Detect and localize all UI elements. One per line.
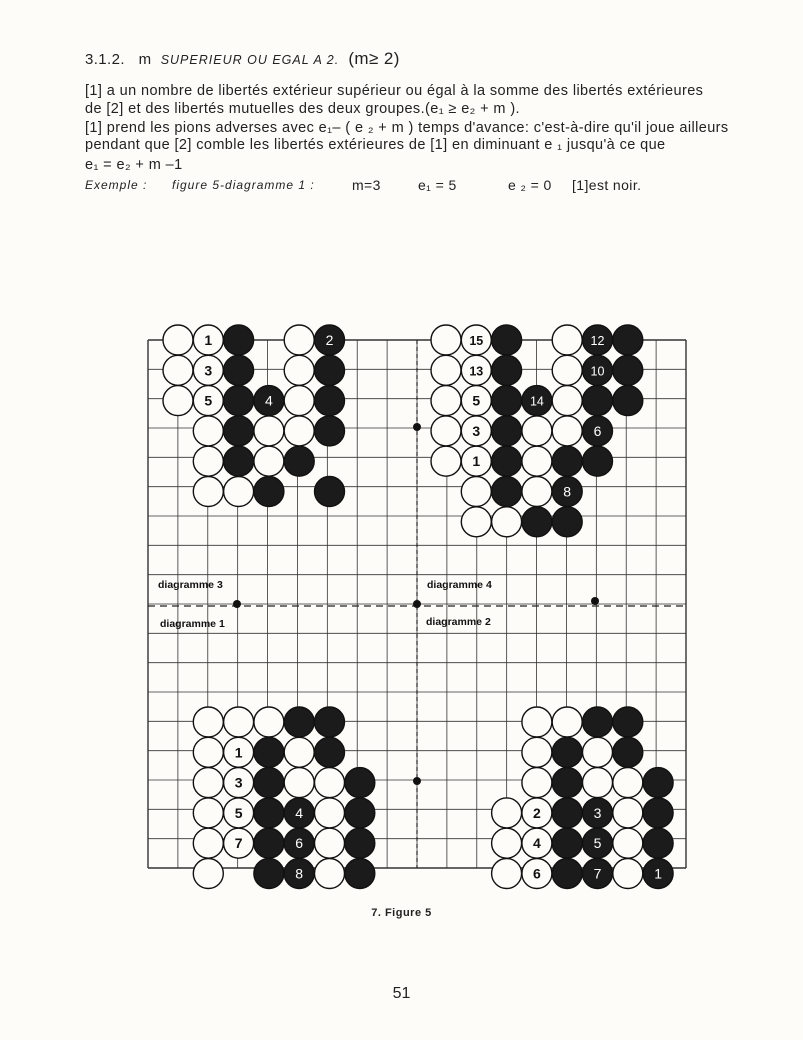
page-number: 51 xyxy=(392,985,411,1002)
black-stone xyxy=(224,416,254,446)
move-number: 7 xyxy=(234,835,243,852)
white-stone xyxy=(315,859,345,889)
white-stone xyxy=(552,707,582,737)
white-stone xyxy=(284,325,314,355)
white-stone xyxy=(522,416,552,446)
move-number: 5 xyxy=(234,804,243,821)
section-condition: (m≥ 2) xyxy=(348,49,400,68)
move-number: 12 xyxy=(590,334,605,348)
black-stone xyxy=(643,859,673,889)
black-stone xyxy=(315,355,345,385)
white-stone xyxy=(193,355,223,385)
star-point xyxy=(591,597,599,605)
black-stone xyxy=(224,325,254,355)
black-stone xyxy=(583,386,613,416)
section-number: 3.1.2. xyxy=(85,51,125,68)
white-stone xyxy=(552,325,582,355)
black-stone xyxy=(583,446,613,476)
example-m-value: m=3 xyxy=(352,177,381,193)
white-stone xyxy=(431,446,461,476)
black-stone xyxy=(583,325,613,355)
star-point xyxy=(413,423,421,431)
figure-caption: 7. Figure 5 xyxy=(371,907,432,919)
move-number: 1 xyxy=(654,865,662,882)
diagram-3-label: diagramme 3 xyxy=(158,579,223,591)
white-stone xyxy=(224,477,254,507)
black-stone xyxy=(613,737,643,767)
star-point xyxy=(413,600,421,608)
white-stone xyxy=(613,859,643,889)
white-stone xyxy=(492,798,522,828)
diagram-2-label: diagramme 2 xyxy=(426,616,491,628)
move-number: 3 xyxy=(234,774,243,791)
white-stone xyxy=(193,416,223,446)
white-stone xyxy=(254,416,284,446)
move-number: 5 xyxy=(472,392,481,409)
move-number: 6 xyxy=(295,835,304,852)
diagram-1-label: diagramme 1 xyxy=(160,618,225,630)
move-number: 8 xyxy=(563,483,572,500)
white-stone xyxy=(163,386,193,416)
move-number: 7 xyxy=(593,865,602,882)
white-stone xyxy=(193,386,223,416)
move-number: 6 xyxy=(593,422,602,439)
white-stone xyxy=(193,859,223,889)
black-stone xyxy=(583,798,613,828)
white-stone xyxy=(224,798,254,828)
black-stone xyxy=(492,386,522,416)
move-number: 5 xyxy=(204,392,213,409)
black-stone xyxy=(254,386,284,416)
white-stone xyxy=(254,446,284,476)
black-stone xyxy=(613,325,643,355)
move-number: 1 xyxy=(472,453,481,470)
black-stone xyxy=(522,507,552,537)
white-stone xyxy=(522,446,552,476)
white-stone xyxy=(315,768,345,798)
white-stone xyxy=(284,768,314,798)
black-stone xyxy=(254,477,284,507)
black-stone xyxy=(224,386,254,416)
move-number: 8 xyxy=(295,865,304,882)
black-stone xyxy=(224,355,254,385)
black-stone xyxy=(583,416,613,446)
black-stone xyxy=(254,828,284,858)
example-figure-ref: figure 5-diagramme 1 : xyxy=(172,178,315,192)
example-e1-value: e₁ = 5 xyxy=(418,177,457,193)
move-number: 3 xyxy=(593,804,602,821)
black-stone xyxy=(643,768,673,798)
white-stone xyxy=(284,386,314,416)
black-stone xyxy=(345,828,375,858)
white-stone xyxy=(522,798,552,828)
move-number: 1 xyxy=(234,744,243,761)
black-stone xyxy=(552,768,582,798)
black-stone xyxy=(613,355,643,385)
black-stone xyxy=(613,386,643,416)
black-stone xyxy=(643,798,673,828)
white-stone xyxy=(193,446,223,476)
white-stone xyxy=(522,859,552,889)
white-stone xyxy=(315,798,345,828)
move-number: 6 xyxy=(533,865,541,882)
black-stone xyxy=(552,446,582,476)
black-stone xyxy=(284,828,314,858)
white-stone xyxy=(224,828,254,858)
black-stone xyxy=(345,768,375,798)
white-stone xyxy=(461,355,491,385)
white-stone xyxy=(284,737,314,767)
black-stone xyxy=(315,386,345,416)
move-number: 1 xyxy=(204,332,213,348)
move-number: 5 xyxy=(593,835,602,852)
white-stone xyxy=(163,355,193,385)
paragraph-line-5: e₁ = e₂ + m –1 xyxy=(85,157,183,173)
paragraph-line-3: [1] prend les pions adverses avec e₁– ( e ₂ + m ) temps d'avance: c'est-à-dire qu'il joue ailleurs xyxy=(85,120,729,136)
move-number: 2 xyxy=(325,332,334,348)
black-stone xyxy=(224,446,254,476)
white-stone xyxy=(193,707,223,737)
black-stone xyxy=(522,386,552,416)
move-number: 4 xyxy=(265,392,273,409)
black-stone xyxy=(492,477,522,507)
black-stone xyxy=(583,859,613,889)
white-stone xyxy=(461,325,491,355)
white-stone xyxy=(193,737,223,767)
white-stone xyxy=(461,507,491,537)
white-stone xyxy=(461,416,491,446)
section-prefix: m xyxy=(138,51,152,68)
white-stone xyxy=(552,416,582,446)
white-stone xyxy=(193,798,223,828)
star-point xyxy=(413,777,421,785)
white-stone xyxy=(613,768,643,798)
black-stone xyxy=(315,477,345,507)
move-number: 2 xyxy=(533,804,541,821)
move-number: 14 xyxy=(529,394,544,409)
black-stone xyxy=(315,416,345,446)
white-stone xyxy=(224,737,254,767)
black-stone xyxy=(345,798,375,828)
white-stone xyxy=(163,325,193,355)
white-stone xyxy=(552,355,582,385)
white-stone xyxy=(522,707,552,737)
white-stone xyxy=(583,768,613,798)
black-stone xyxy=(254,768,284,798)
black-stone xyxy=(613,707,643,737)
black-stone xyxy=(284,707,314,737)
white-stone xyxy=(522,768,552,798)
white-stone xyxy=(461,477,491,507)
white-stone xyxy=(492,828,522,858)
white-stone xyxy=(613,798,643,828)
move-number: 13 xyxy=(469,364,484,379)
paragraph-line-1: [1] a un nombre de libertés extérieur supérieur ou égal à la somme des libertés extérieures xyxy=(85,83,704,99)
white-stone xyxy=(224,768,254,798)
white-stone xyxy=(193,768,223,798)
star-point xyxy=(233,600,241,608)
white-stone xyxy=(254,707,284,737)
white-stone xyxy=(315,828,345,858)
section-title: SUPERIEUR OU EGAL A 2. xyxy=(160,53,340,67)
white-stone xyxy=(193,828,223,858)
black-stone xyxy=(583,707,613,737)
white-stone xyxy=(461,446,491,476)
white-stone xyxy=(224,707,254,737)
black-stone xyxy=(254,859,284,889)
black-stone xyxy=(345,859,375,889)
black-stone xyxy=(315,325,345,355)
move-number: 3 xyxy=(204,362,213,379)
move-number: 4 xyxy=(533,835,541,852)
black-stone xyxy=(492,416,522,446)
white-stone xyxy=(583,737,613,767)
move-number: 10 xyxy=(590,364,605,379)
white-stone xyxy=(431,416,461,446)
black-stone xyxy=(315,737,345,767)
white-stone xyxy=(193,325,223,355)
white-stone xyxy=(522,737,552,767)
example-note: [1]est noir. xyxy=(572,177,642,193)
example-label: Exemple : xyxy=(85,178,148,192)
white-stone xyxy=(193,477,223,507)
black-stone xyxy=(315,707,345,737)
move-number: 4 xyxy=(295,804,304,821)
white-stone xyxy=(431,355,461,385)
move-number: 15 xyxy=(469,334,484,348)
diagram-4-label: diagramme 4 xyxy=(427,579,492,591)
black-stone xyxy=(492,355,522,385)
black-stone xyxy=(254,798,284,828)
black-stone xyxy=(284,798,314,828)
black-stone xyxy=(643,828,673,858)
black-stone xyxy=(284,859,314,889)
black-stone xyxy=(552,737,582,767)
white-stone xyxy=(492,507,522,537)
black-stone xyxy=(492,325,522,355)
black-stone xyxy=(552,798,582,828)
white-stone xyxy=(431,325,461,355)
white-stone xyxy=(284,416,314,446)
black-stone xyxy=(583,355,613,385)
black-stone xyxy=(552,477,582,507)
black-stone xyxy=(583,828,613,858)
black-stone xyxy=(552,859,582,889)
white-stone xyxy=(492,859,522,889)
black-stone xyxy=(492,446,522,476)
white-stone xyxy=(613,828,643,858)
white-stone xyxy=(522,828,552,858)
black-stone xyxy=(254,737,284,767)
example-e2-value: e ₂ = 0 xyxy=(508,177,552,193)
black-stone xyxy=(284,446,314,476)
paragraph-line-4: pendant que [2] comble les libertés extérieures de [1] en diminuant e ₁ jusqu'à ce que xyxy=(85,137,666,153)
black-stone xyxy=(552,828,582,858)
white-stone xyxy=(522,477,552,507)
move-number: 3 xyxy=(472,422,481,439)
white-stone xyxy=(461,386,491,416)
white-stone xyxy=(284,355,314,385)
paragraph-line-2: de [2] et des libertés mutuelles des deux groupes.(e₁ ≥ e₂ + m ). xyxy=(85,101,520,117)
black-stone xyxy=(552,507,582,537)
white-stone xyxy=(552,386,582,416)
white-stone xyxy=(431,386,461,416)
